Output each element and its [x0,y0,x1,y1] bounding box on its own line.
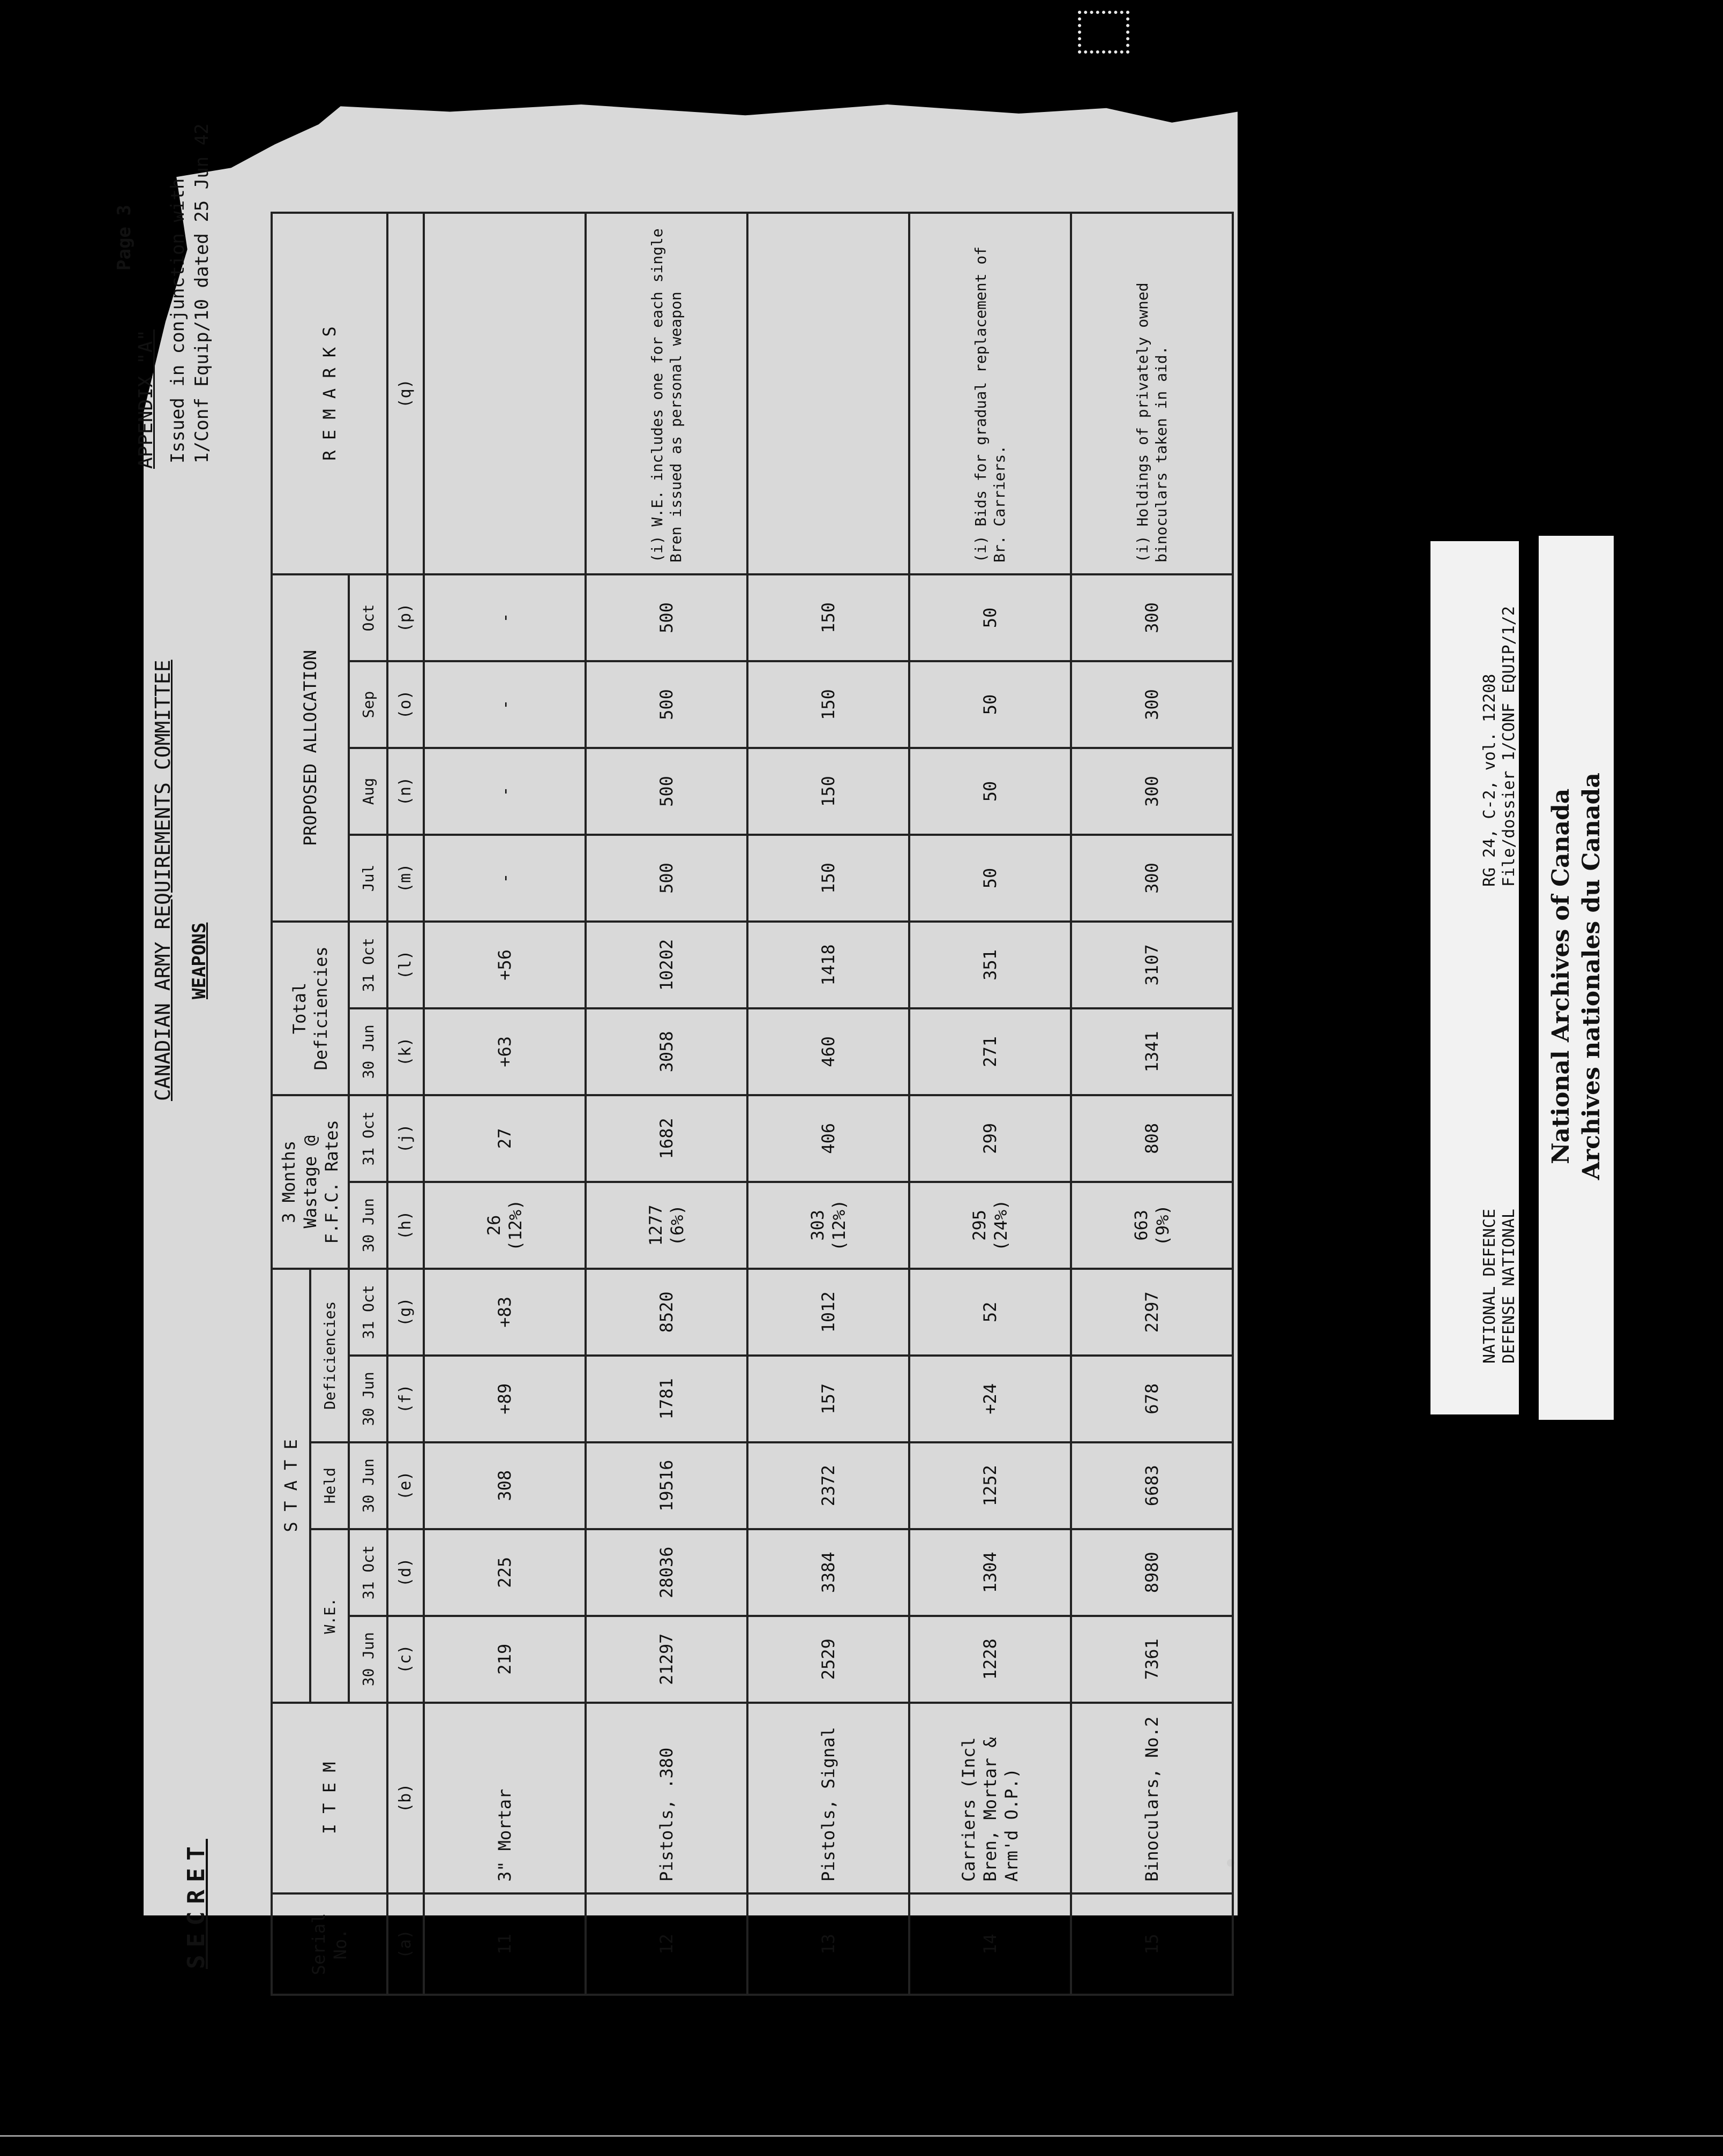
wastage-value: 303 [807,1209,828,1241]
col-letter: (o) [387,661,424,748]
alloc-sep-cell: 500 [586,661,747,748]
alloc-oct-cell: 500 [586,574,747,661]
total-oct-cell: 10202 [586,922,747,1008]
table-row [424,213,586,1995]
we-jun-cell: 7361 [1071,1616,1233,1703]
wastage-percent: (6%) [667,1204,687,1246]
document-sheet [104,123,1173,1996]
item-cell: Binoculars, No.2 [1071,1703,1233,1893]
def-oct-cell: 52 [909,1269,1071,1356]
alloc-jul-cell: 500 [586,835,747,922]
committee-title: CANADIAN ARMY REQUIREMENTS COMMITTEE [151,660,175,1101]
col-date-header: 30 Jun [349,1356,387,1442]
we-oct-cell: 28036 [586,1529,747,1616]
dept-name-en: NATIONAL DEFENCE [1480,1209,1499,1364]
total-jun-cell: +63 [424,1008,586,1095]
held-cell: 2372 [747,1442,909,1529]
col-item-header: I T E M [272,1703,387,1893]
col-letter: (l) [387,922,424,1008]
remarks-cell [747,213,909,574]
serial-cell: 13 [747,1893,909,1995]
remarks-cell [424,213,586,574]
wastage-percent: (9%) [1152,1204,1173,1246]
wastage-jun-cell [747,1182,909,1269]
nac-name-fr: Archives nationales du Canada [1578,773,1605,1180]
total-oct-cell: 1418 [747,922,909,1008]
alloc-sep-cell: 300 [1071,661,1233,748]
col-month-header: Aug [349,748,387,835]
wastage-value: 295 [969,1209,990,1241]
def-jun-cell: 157 [747,1356,909,1442]
alloc-aug-cell: 300 [1071,748,1233,835]
total-jun-cell: 1341 [1071,1008,1233,1095]
held-cell: 19516 [586,1442,747,1529]
def-oct-cell: +83 [424,1269,586,1356]
col-date-header: 31 Oct [349,922,387,1008]
wastage-jun-cell [1071,1182,1233,1269]
def-oct-cell: 1012 [747,1269,909,1356]
col-letter: (n) [387,748,424,835]
serial-cell: 12 [586,1893,747,1995]
wastage-oct-cell: 406 [747,1095,909,1182]
wastage-jun-cell [424,1182,586,1269]
col-wastage-header: 3 Months Wastage @ F.F.C. Rates [272,1095,349,1269]
dept-name-fr: DEFENSE NATIONAL [1499,1209,1518,1364]
def-jun-cell: 678 [1071,1356,1233,1442]
serial-cell: 14 [909,1893,1071,1995]
wastage-oct-cell: 27 [424,1095,586,1182]
col-date-header: 30 Jun [349,1616,387,1703]
table-row [586,213,747,1995]
col-total-deficiencies-header: Total Deficiencies [272,922,349,1095]
col-held-header: Held [310,1442,349,1529]
requirements-table [271,212,1234,1996]
archive-reference-label [1430,541,1519,1414]
section-title: WEAPONS [189,922,210,999]
security-classification: SECRET [183,1839,210,1969]
col-serial-header: Serial No. [272,1893,387,1995]
total-oct-cell: +56 [424,922,586,1008]
wastage-jun-cell [909,1182,1071,1269]
issued-note-line2: 1/Conf Equip/10 dated 25 Jun 42 [191,123,213,463]
alloc-aug-cell: 50 [909,748,1071,835]
col-date-header: 30 Jun [349,1182,387,1269]
wastage-oct-cell: 1682 [586,1095,747,1182]
col-letter: (j) [387,1095,424,1182]
table-row [909,213,1071,1995]
alloc-sep-cell: - [424,661,586,748]
held-cell: 1252 [909,1442,1071,1529]
wastage-value: 26 [484,1215,504,1236]
total-jun-cell: 271 [909,1008,1071,1095]
remarks-cell: (i) Holdings of privately owned binoculars taken in aid. [1071,213,1233,574]
def-oct-cell: 8520 [586,1269,747,1356]
alloc-oct-cell: - [424,574,586,661]
col-letter: (c) [387,1616,424,1703]
file-ref: File/dossier 1/CONF EQUIP/1/2 [1499,606,1518,887]
remarks-cell: (i) W.E. includes one for each single Bren issued as personal weapon [586,213,747,574]
alloc-sep-cell: 50 [909,661,1071,748]
alloc-oct-cell: 50 [909,574,1071,661]
scan-crop-marker [1078,11,1129,54]
we-jun-cell: 1228 [909,1616,1071,1703]
document-header [104,123,265,1996]
col-letter: (e) [387,1442,424,1529]
alloc-aug-cell: 150 [747,748,909,835]
table-row [1071,213,1233,1995]
col-letter: (h) [387,1182,424,1269]
alloc-aug-cell: 500 [586,748,747,835]
wastage-percent: (24%) [991,1199,1011,1252]
remarks-cell: (i) Bids for gradual replacement of Br. Carriers. [909,213,1071,574]
col-date-header: 30 Jun [349,1442,387,1529]
wastage-value: 663 [1131,1209,1151,1241]
col-letter: (k) [387,1008,424,1095]
wastage-percent: (12%) [829,1199,849,1252]
alloc-oct-cell: 300 [1071,574,1233,661]
serial-cell: 15 [1071,1893,1233,1995]
we-jun-cell: 219 [424,1616,586,1703]
item-cell: Pistols, .380 [586,1703,747,1893]
col-letter: (g) [387,1269,424,1356]
wastage-jun-cell [586,1182,747,1269]
alloc-jul-cell: - [424,835,586,922]
col-proposed-allocation-header: PROPOSED ALLOCATION [272,574,349,922]
wastage-oct-cell: 299 [909,1095,1071,1182]
alloc-sep-cell: 150 [747,661,909,748]
issued-note-line1: Issued in conjunction with [167,178,189,463]
we-oct-cell: 8980 [1071,1529,1233,1616]
col-letter: (p) [387,574,424,661]
held-cell: 6683 [1071,1442,1233,1529]
col-letter: (d) [387,1529,424,1616]
wastage-percent: (12%) [505,1199,526,1252]
we-oct-cell: 225 [424,1529,586,1616]
col-date-header: 31 Oct [349,1529,387,1616]
def-jun-cell: +89 [424,1356,586,1442]
col-date-header: 31 Oct [349,1269,387,1356]
def-jun-cell: +24 [909,1356,1071,1442]
appendix-title: APPENDIX "A" [135,329,157,469]
we-jun-cell: 21297 [586,1616,747,1703]
col-remarks-header: R E M A R K S [272,213,387,574]
wastage-oct-cell: 808 [1071,1095,1233,1182]
alloc-jul-cell: 300 [1071,835,1233,922]
alloc-aug-cell: - [424,748,586,835]
wastage-value: 1277 [646,1204,666,1246]
item-cell: Pistols, Signal [747,1703,909,1893]
col-letter: (b) [387,1703,424,1893]
held-cell: 308 [424,1442,586,1529]
col-date-header: 31 Oct [349,1095,387,1182]
total-jun-cell: 460 [747,1008,909,1095]
item-cell: Carriers (Incl Bren, Mortar & Arm'd O.P.) [909,1703,1071,1893]
table-row [747,213,909,1995]
alloc-oct-cell: 150 [747,574,909,661]
alloc-jul-cell: 150 [747,835,909,922]
alloc-jul-cell: 50 [909,835,1071,922]
col-date-header: 30 Jun [349,1008,387,1095]
def-oct-cell: 2297 [1071,1269,1233,1356]
total-oct-cell: 351 [909,922,1071,1008]
col-month-header: Jul [349,835,387,922]
col-state-header: S T A T E [272,1269,310,1703]
col-month-header: Oct [349,574,387,661]
col-letter: (a) [387,1893,424,1995]
col-letter: (m) [387,835,424,922]
page-number: Page 3 [114,205,135,271]
serial-cell: 11 [424,1893,586,1995]
col-letter: (f) [387,1356,424,1442]
item-cell: 3" Mortar [424,1703,586,1893]
national-archives-label [1539,536,1614,1420]
total-oct-cell: 3107 [1071,922,1233,1008]
record-group-ref: RG 24, C-2, vol. 12208 [1480,673,1499,887]
col-month-header: Sep [349,661,387,748]
col-deficiencies-header: Deficiencies [310,1269,349,1442]
total-jun-cell: 3058 [586,1008,747,1095]
scan-edge-line [0,2135,1723,2137]
col-letter: (q) [387,213,424,574]
we-oct-cell: 3384 [747,1529,909,1616]
def-jun-cell: 1781 [586,1356,747,1442]
we-oct-cell: 1304 [909,1529,1071,1616]
col-we-header: W.E. [310,1529,349,1703]
nac-name-en: National Archives of Canada [1547,788,1575,1164]
we-jun-cell: 2529 [747,1616,909,1703]
